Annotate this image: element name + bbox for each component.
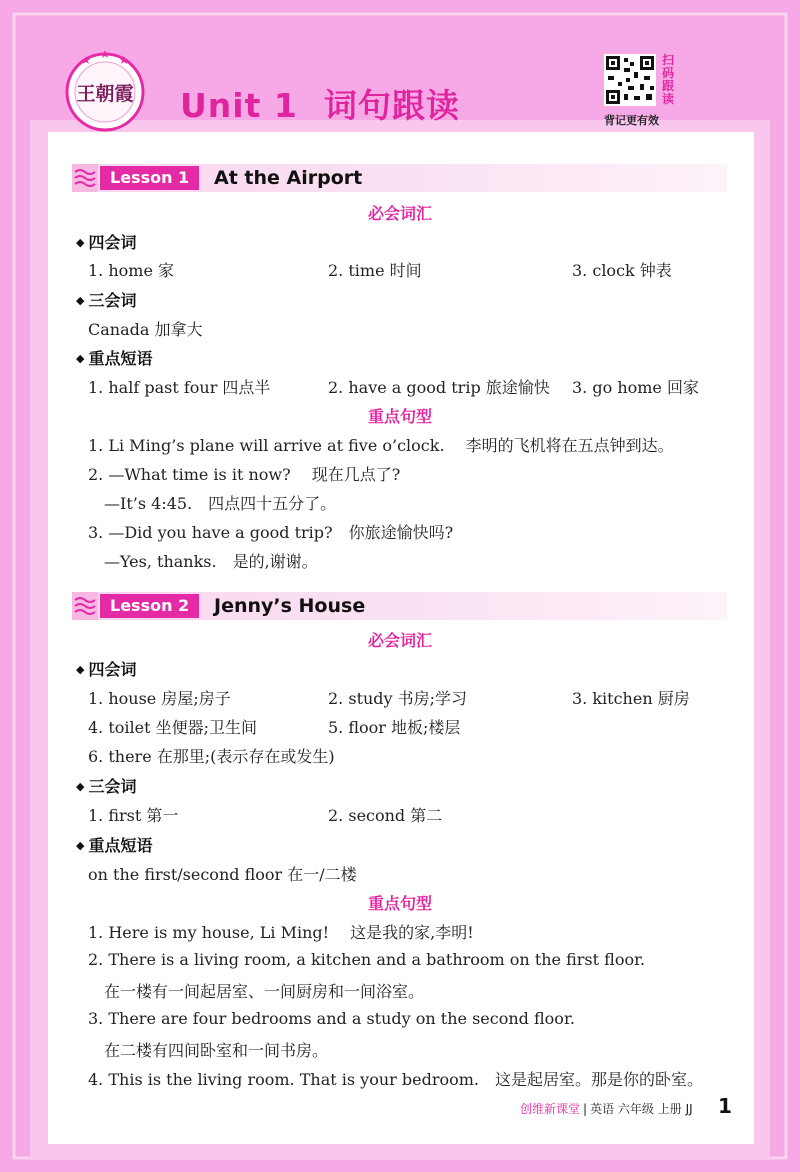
lesson-1-header [72,164,727,192]
lesson-2-three-words-label: ◆ 三会词 [76,777,137,796]
footer-series: 创维新课堂 [520,1102,581,1116]
lesson-2-header [72,592,727,620]
lesson-1-tag: Lesson 1 [100,166,199,190]
qr-code-icon[interactable] [604,54,656,106]
lesson-1-three-words-label: ◆ 三会词 [76,291,137,310]
lesson-2-word-1: 1. house 房屋;房子 [88,689,231,708]
lesson-2-sentence-3: 3. There are four bedrooms and a study on the second floor. [88,1009,575,1028]
lesson-1-sentence-3: 3. —Did you have a good trip? 你旅途愉快吗? [88,523,454,542]
lesson-2-four-words-label: ◆ 四会词 [76,660,137,679]
lesson-2-word-5: 5. floor 地板;楼层 [328,718,461,737]
lesson-2-word-6: 6. there 在那里;(表示存在或发生) [88,747,335,766]
diamond-bullet-icon: ◆ [76,294,85,307]
qr-side-label: 扫码跟读 [661,53,674,106]
lesson-1-vocab-heading: 必会词汇 [367,204,432,223]
lesson-1-word-1: 1. home 家 [88,261,175,280]
lesson-2-tag: Lesson 2 [100,594,199,618]
diamond-bullet-icon: ◆ [76,236,85,249]
lesson-2-word-2: 2. study 书房;学习 [328,689,468,708]
lesson-2-sentence-3-translation: 在二楼有四间卧室和一间书房。 [104,1041,329,1060]
page-footer [520,1100,693,1117]
footer-volume: 上册 [657,1102,682,1116]
footer-edition: JJ [685,1102,693,1116]
footer-separator: | [583,1102,588,1116]
page-title [180,80,460,127]
lesson-1-title: At the Airport [214,167,363,189]
waves-icon [72,592,98,620]
lesson-2-word-3: 3. kitchen 厨房 [572,689,690,708]
lesson-1-sentence-2-reply: —It’s 4:45. 四点四十五分了。 [104,494,337,513]
lesson-2-phrases-label: ◆ 重点短语 [76,836,153,855]
footer-subject: 英语 [590,1102,615,1116]
lesson-2-title: Jenny’s House [214,595,366,617]
qr-caption: 背记更有效 [604,114,659,127]
lesson-1-sentence-heading: 重点句型 [367,407,432,426]
lesson-1-three-word-1: Canada 加拿大 [88,320,203,339]
lesson-2-three-word-2: 2. second 第二 [328,806,443,825]
diamond-bullet-icon: ◆ [76,352,85,365]
lesson-1-phrases-label: ◆ 重点短语 [76,349,153,368]
lesson-1-word-3: 3. clock 钟表 [572,261,672,280]
logo-text: 王朝霞 [76,83,134,105]
lesson-2-word-4: 4. toilet 坐便器;卫生间 [88,718,258,737]
lesson-2-vocab-heading: 必会词汇 [367,631,432,650]
lesson-1-word-2: 2. time 时间 [328,261,422,280]
unit-title-cn: 词句跟读 [323,86,460,125]
wang-zhaoxia-logo-icon [62,46,148,132]
lesson-1-four-words-label: ◆ 四会词 [76,233,137,252]
diamond-bullet-icon: ◆ [76,839,85,852]
lesson-1-sentence-3-reply: —Yes, thanks. 是的,谢谢。 [104,552,318,571]
lesson-2-sentence-2-translation: 在一楼有一间起居室、一间厨房和一间浴室。 [104,982,425,1001]
lesson-2-phrase-1: on the first/second floor 在一/二楼 [88,865,357,884]
diamond-bullet-icon: ◆ [76,663,85,676]
lesson-1-sentence-2: 2. —What time is it now? 现在几点了? [88,465,401,484]
lesson-2-sentence-2: 2. There is a living room, a kitchen and a bathroom on the first floor. [88,950,646,969]
lesson-2-sentence-4: 4. This is the living room. That is your bedroom. 这是起居室。那是你的卧室。 [88,1070,704,1089]
unit-label: Unit 1 [180,86,298,125]
page-header [0,0,800,132]
lesson-1-phrase-2: 2. have a good trip 旅途愉快 [328,378,550,397]
footer-grade: 六年级 [617,1102,654,1116]
diamond-bullet-icon: ◆ [76,780,85,793]
lesson-1-phrase-3: 3. go home 回家 [572,378,699,397]
lesson-2-three-word-1: 1. first 第一 [88,806,179,825]
lesson-1-sentence-1: 1. Li Ming’s plane will arrive at five o’clock. 李明的飞机将在五点钟到达。 [88,436,674,455]
lesson-2-sentence-heading: 重点句型 [367,894,432,913]
page-number: 1 [718,1094,732,1118]
lesson-2-sentence-1: 1. Here is my house, Li Ming! 这是我的家,李明! [88,923,474,942]
lesson-1-phrase-1: 1. half past four 四点半 [88,378,271,397]
waves-icon [72,164,98,192]
